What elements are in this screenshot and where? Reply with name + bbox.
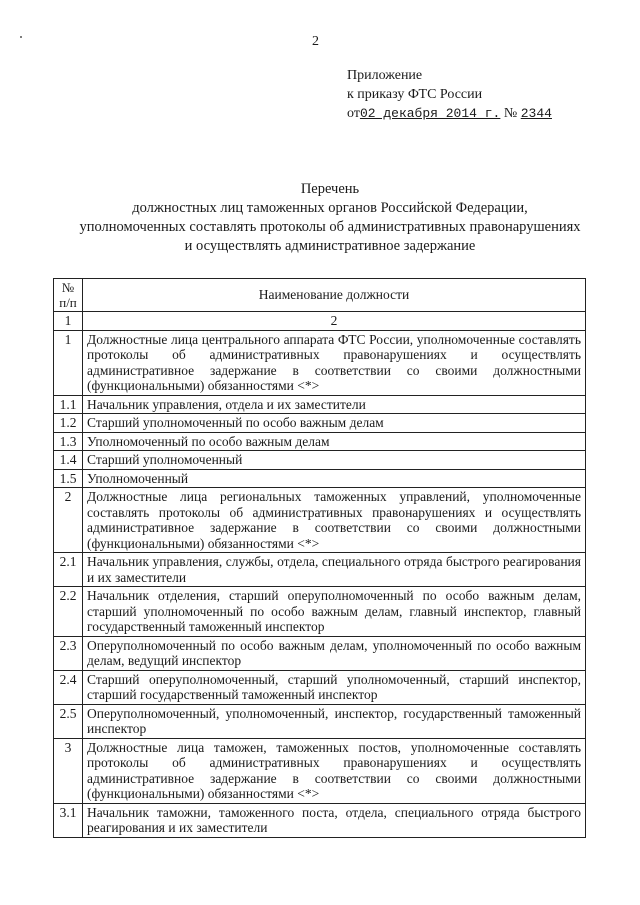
row-number: 2.4 [54,670,83,704]
document-title [40,180,620,256]
table-row [54,738,586,803]
header-num: № п/п [54,279,83,312]
table-row [54,670,586,704]
row-position-name: Старший уполномоченный [83,451,586,470]
table-index-row [54,312,586,331]
table-row [54,395,586,414]
row-position-name: Должностные лица таможен, таможенных постов, уполномоченные составлять протоколы об административных правонарушениях и осуществлять административное задержание в соответствии со своими должностными (функциональными) обязанностями <*> [83,738,586,803]
row-number: 1.5 [54,469,83,488]
appendix-date-prefix: от [347,106,360,121]
row-position-name: Старший уполномоченный по особо важным делам [83,414,586,433]
row-position-name: Начальник таможни, таможенного поста, отдела, специального отряда быстрого реагирования и их заместители [83,803,586,837]
row-number: 3 [54,738,83,803]
page-number: 2 [312,34,319,49]
index-name: 2 [83,312,586,331]
row-number: 2 [54,488,83,553]
table-row [54,414,586,433]
table-row [54,803,586,837]
row-number: 2.3 [54,636,83,670]
table-row [54,587,586,637]
table-row [54,330,586,395]
table-row [54,469,586,488]
row-number: 3.1 [54,803,83,837]
row-number: 1.1 [54,395,83,414]
row-number: 2.5 [54,704,83,738]
appendix-date-line [347,104,552,123]
table-row [54,451,586,470]
title-line-2: должностных лиц таможенных органов Российской Федерации, [132,200,528,216]
index-num: 1 [54,312,83,331]
row-position-name: Начальник управления, отдела и их заместители [83,395,586,414]
row-position-name: Должностные лица центрального аппарата ФТС России, уполномоченные составлять протоколы об административных правонарушениях и осуществлять административное задержание в соответствии со своими должностными (функциональными) обязанностями <*> [83,330,586,395]
row-number: 1.2 [54,414,83,433]
row-number: 2.2 [54,587,83,637]
header-name: Наименование должности [83,279,586,312]
title-line-1: Перечень [300,181,360,197]
table-row [54,704,586,738]
table-row [54,432,586,451]
row-position-name: Старший оперуполномоченный, старший уполномоченный, старший инспектор, старший государственный таможенный инспектор [83,670,586,704]
scan-speck [20,36,22,38]
row-number: 2.1 [54,553,83,587]
table-row [54,636,586,670]
row-number: 1.3 [54,432,83,451]
appendix-number: 2344 [520,106,552,121]
row-position-name: Уполномоченный [83,469,586,488]
row-position-name: Оперуполномоченный, уполномоченный, инспектор, государственный таможенный инспектор [83,704,586,738]
row-number: 1.4 [54,451,83,470]
positions-table [53,278,586,838]
table-row [54,553,586,587]
table-body [54,330,586,837]
appendix-label: Приложение [347,68,423,83]
appendix-block [347,66,552,123]
table-header-row [54,279,586,312]
row-position-name: Начальник отделения, старший оперуполномоченный по особо важным делам, старший уполномоченный по особо важным делам, главный инспектор, главный государственный таможенный инспектор [83,587,586,637]
appendix-number-label: № [503,106,518,121]
row-position-name: Оперуполномоченный по особо важным делам, уполномоченный по особо важным делам, ведущий инспектор [83,636,586,670]
row-position-name: Должностные лица региональных таможенных управлений, уполномоченные составлять протоколы об административных правонарушениях и осуществлять административное задержание в соответствии со своими должностными (функциональными) обязанностями <*> [83,488,586,553]
appendix-date: 02 декабря 2014 г. [359,106,501,121]
title-line-3: уполномоченных составлять протоколы об административных правонарушениях [79,219,581,235]
row-position-name: Уполномоченный по особо важным делам [83,432,586,451]
title-line-4: и осуществлять административное задержание [184,238,476,254]
appendix-order-ref: к приказу ФТС России [347,87,483,102]
row-position-name: Начальник управления, службы, отдела, специального отряда быстрого реагирования и их заместители [83,553,586,587]
table-row [54,488,586,553]
row-number: 1 [54,330,83,395]
